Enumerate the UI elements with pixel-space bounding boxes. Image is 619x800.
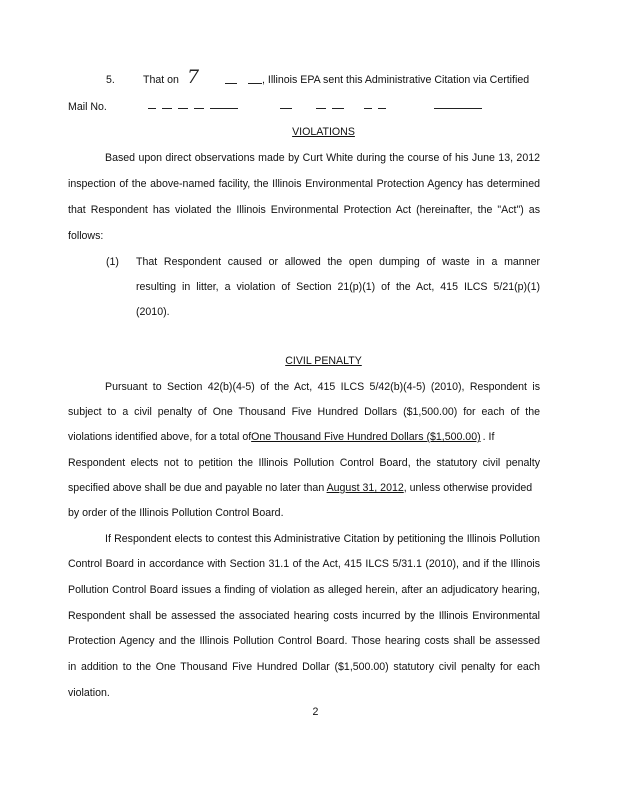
penalty-due-line [68, 481, 540, 495]
penalty-line: by order of the Illinois Pollution Control Board. [68, 507, 284, 519]
penalty-due-date: August 31, 2012 [326, 482, 404, 494]
violations-intro-line: inspection of the above-named facility, the Illinois Environmental Protection Agency has determined [68, 178, 540, 190]
violations-intro-line: that Respondent has violated the Illinois Environmental Protection Act (hereinafter, the "Act") as [68, 204, 540, 216]
penalty-total-line [68, 430, 540, 444]
violations-heading: VIOLATIONS [292, 126, 355, 138]
violation-item-line: (2010). [136, 306, 170, 318]
paragraph-5-line1-end: , Illinois EPA sent this Administrative Citation via Certified [262, 74, 530, 86]
violation-item-line: resulting in litter, a violation of Section 21(p)(1) of the Act, 415 ILCS 5/21(p)(1) [136, 281, 540, 293]
penalty-line: Protection Agency and the Illinois Pollution Control Board. Those hearing costs shall be assessed [68, 635, 540, 647]
penalty-due-post: , unless otherwise provided [403, 482, 533, 494]
penalty-total-post: . If [482, 431, 495, 443]
penalty-line: subject to a civil penalty of One Thousand Five Hundred Dollars ($1,500.00) for each of the [68, 406, 540, 418]
violation-item-line: That Respondent caused or allowed the open dumping of waste in a manner [136, 256, 540, 268]
paragraph-5-line1-start: That on [143, 74, 179, 86]
penalty-line: Pollution Control Board issues a finding of violation as alleged herein, after an adjudicatory hearing, [68, 584, 540, 596]
penalty-total-pre: violations identified above, for a total of [68, 431, 252, 443]
civil-penalty-heading: CIVIL PENALTY [285, 355, 362, 367]
penalty-line: Control Board in accordance with Section 31.1 of the Act, 415 ILCS 5/31.1 (2010), and if the Illinois [68, 558, 540, 570]
penalty-due-pre: specified above shall be due and payable no later than [68, 482, 325, 494]
penalty-line: Respondent elects not to petition the Illinois Pollution Control Board, the statutory civil penalty [68, 457, 540, 469]
violations-intro-line: Based upon direct observations made by Curt White during the course of his June 13, 2012 [105, 152, 540, 164]
violation-item-number: (1) [106, 256, 119, 268]
penalty-line: If Respondent elects to contest this Administrative Citation by petitioning the Illinois Pollution [105, 533, 540, 545]
page-number: 2 [312, 706, 319, 718]
penalty-line: Pursuant to Section 42(b)(4-5) of the Act, 415 ILCS 5/42(b)(4-5) (2010), Respondent is [105, 381, 540, 393]
penalty-line: in addition to the One Thousand Five Hundred Dollar ($1,500.00) statutory civil penalty for each [68, 661, 540, 673]
handwritten-date: 7 [187, 66, 200, 88]
violations-intro-line: follows: [68, 230, 104, 242]
penalty-total-amount: One Thousand Five Hundred Dollars ($1,500.00) [251, 431, 481, 443]
penalty-line: Respondent shall be assessed the associated hearing costs incurred by the Illinois Environmental [68, 610, 540, 622]
mail-number-label: Mail No. [68, 101, 107, 113]
penalty-line: violation. [68, 687, 110, 699]
paragraph-number: 5. [106, 74, 115, 86]
